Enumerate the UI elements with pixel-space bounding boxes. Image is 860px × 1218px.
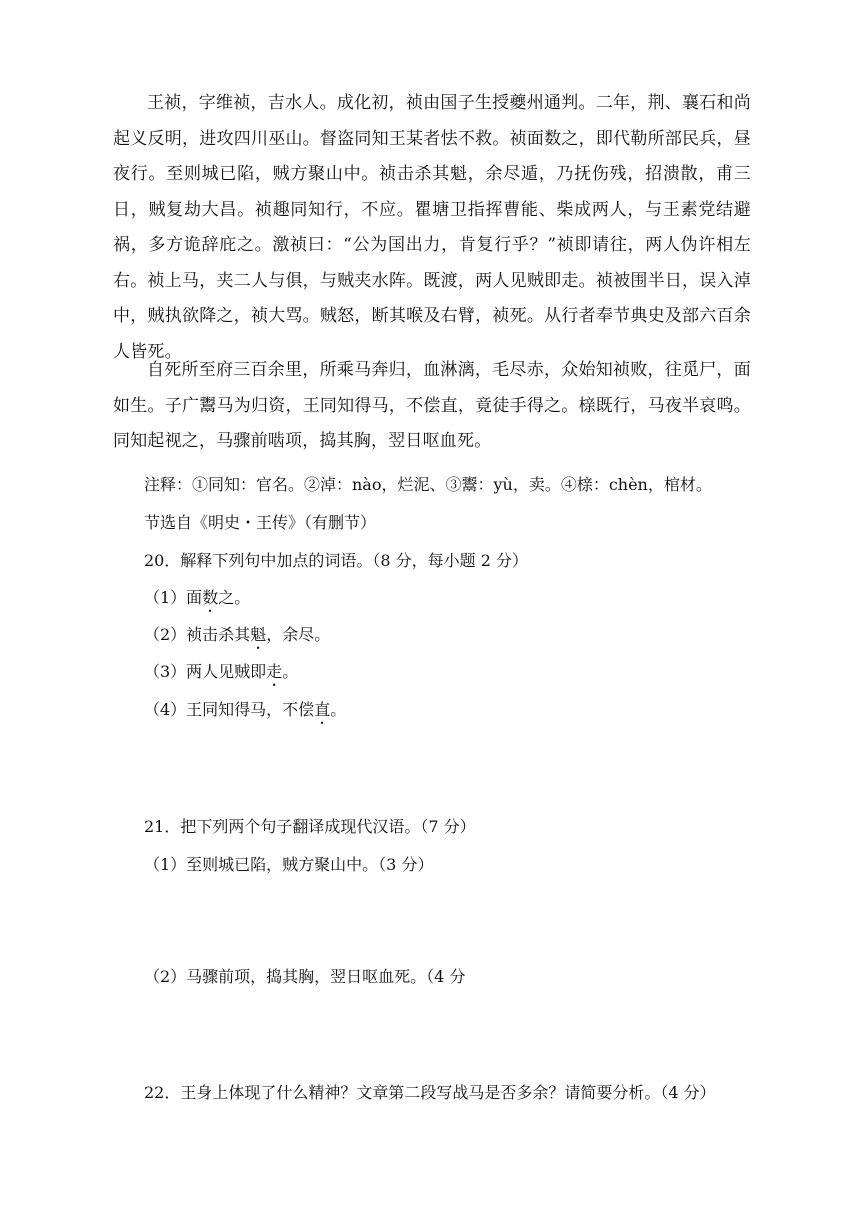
dotted-word: 走 — [266, 662, 283, 681]
item-text: （3）两人见贼即 — [144, 662, 267, 681]
annotation-notes: 注释：①同知：官名。②淖：nào，烂泥、③鬻：yù，卖。④榇：chèn，棺材。 — [144, 475, 712, 494]
question-20-item-2 — [144, 623, 330, 653]
dotted-word: 魁 — [250, 625, 267, 644]
passage-paragraph-1: 王祯，字维祯，吉水人。成化初，祯由国子生授夔州通判。二年，荆、襄石和尚起义反明，进攻四川巫山。督盗同知王某者怯不救。祯面数之，即代勒所部民兵，昼夜行。至则城已陷，贼方聚山中。祯击杀其魁，余尽遁，乃抚伤残，招溃散，甫三日，贼复劫大昌。祯趣同知行，不应。瞿塘卫指挥曹能、柴成两人，与王素党结避祸，多方诡辞庇之。激祯曰：“公为国出力，肯复行乎？”祯即请往，两人伪许相左右。祯上马，夹二人与俱，与贼夹水阵。既渡，两人见贼即走。祯被围半日，误入淖中，贼执欲降之，祯大骂。贼怒，断其喉及右臂，祯死。从行者奉节典史及部六百余人皆死。 — [113, 93, 751, 362]
question-20-item-3 — [144, 660, 298, 690]
item-text: 之。 — [218, 588, 251, 607]
question-21-sentence-1: （1）至则城已陷，贼方聚山中。（3 分） — [144, 855, 434, 874]
question-21-title: 21．把下列两个句子翻译成现代汉语。（7 分） — [144, 817, 476, 836]
item-text: 。 — [282, 662, 299, 681]
question-20-item-1 — [144, 586, 250, 616]
item-text: （1）面 — [144, 588, 203, 607]
item-text: 。 — [330, 700, 347, 719]
source-citation: 节选自《明史・王传》（有删节） — [144, 513, 377, 532]
dotted-word: 数 — [202, 588, 219, 607]
passage-paragraph-2: 自死所至府三百余里，所乘马奔归，血淋漓，毛尽赤，众始知祯败，往觅尸，面如生。子广鬻马为归资，王同知得马，不偿直，竟徒手得之。榇既行，马夜半哀鸣。同知起视之，马骤前啮项，捣其胸，翌日呕血死。 — [113, 360, 751, 451]
item-text: ，余尽。 — [266, 625, 331, 644]
dotted-word: 直 — [314, 700, 331, 719]
question-22-title: 22．王身上体现了什么精神？文章第二段写战马是否多余？请简要分析。（4 分） — [144, 1083, 716, 1102]
item-text: （2）祯击杀其 — [144, 625, 251, 644]
item-text: （4）王同知得马，不偿 — [144, 700, 315, 719]
question-21-sentence-2: （2）马骤前项，捣其胸，翌日呕血死。（4 分 — [144, 967, 466, 986]
question-20-item-4 — [144, 698, 346, 728]
question-20-title: 20．解释下列句中加点的词语。（8 分，每小题 2 分） — [144, 551, 528, 570]
